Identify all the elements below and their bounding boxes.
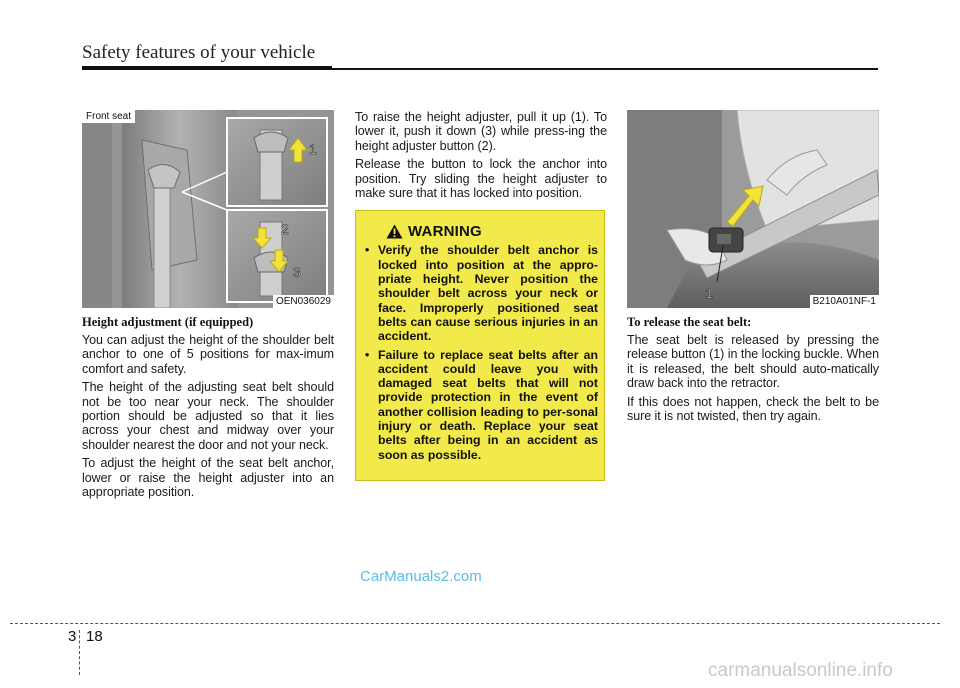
watermark-link[interactable]: CarManuals2.com	[360, 568, 482, 585]
height-adjuster-illustration	[82, 110, 334, 308]
footer-divider	[79, 630, 80, 675]
section-heading: Height adjustment (if equipped)	[82, 315, 254, 329]
warning-triangle-icon	[386, 224, 403, 239]
column-right	[627, 110, 879, 427]
warning-header	[386, 223, 598, 240]
paragraph: If this does not happen, check the belt to be sure it is not twisted, then try again.	[627, 394, 879, 424]
chapter-number: 3	[68, 628, 77, 645]
callout-1: 1	[309, 141, 317, 157]
paragraph: Release the button to lock the anchor into position. Try sliding the height adjuster to make sure that it has locked into position.	[355, 157, 607, 201]
figure-code: B210A01NF-1	[810, 295, 879, 308]
figure-height-adjuster	[82, 110, 334, 308]
paragraph: To adjust the height of the seat belt anchor, lower or raise the height adjuster into an appropriate position.	[82, 456, 334, 500]
paragraph: The height of the adjusting seat belt should not be too near your neck. The shoulder portion should be adjusted so that it lies across your chest and midway over your shoulder nearest the door and not your neck.	[82, 380, 334, 452]
page-number: 18	[86, 628, 103, 645]
warning-item: • Failure to replace seat belts after an accident could leave you with damaged seat belts that will not provide protection in the event of another collision leading to per-sonal injury or death. Replace your seat belts after being in an accident as soon as possible.	[364, 348, 598, 462]
paragraph: You can adjust the height of the shoulder belt anchor to one of 5 positions for max-imum comfort and safety.	[82, 333, 334, 376]
figure-tag: Front seat	[82, 110, 135, 123]
figure-release-buckle	[627, 110, 879, 308]
paragraph: The seat belt is released by pressing the release button (1) in the locking buckle. When it is released, the belt should auto-matically draw back into the retractor.	[627, 333, 879, 391]
section-heading: To release the seat belt:	[627, 315, 752, 329]
release-buckle-illustration	[627, 110, 879, 308]
warning-title: WARNING	[408, 223, 482, 241]
callout-2: 2	[281, 221, 289, 237]
header-rule-thin	[332, 68, 878, 70]
warning-item: • Verify the shoulder belt anchor is locked into position at the appro-priate height. Never position the shoulder belt across your neck or face. Improperly positioned seat belts can cause serious injuries in an accident.	[364, 243, 598, 343]
column-middle	[355, 110, 607, 481]
header-rule-thick	[82, 66, 332, 70]
callout-3: 3	[293, 264, 301, 280]
footer-rule	[10, 623, 940, 624]
callout-1: 1	[705, 285, 713, 301]
page-header-title: Safety features of your vehicle	[82, 42, 316, 63]
paragraph: To raise the height adjuster, pull it up (1). To lower it, push it down (3) while press-ing the height adjuster button (2).	[355, 110, 607, 153]
warning-list	[364, 243, 598, 461]
figure-code: OEN036029	[273, 295, 334, 308]
column-left	[82, 110, 334, 503]
site-watermark: carmanualsonline.info	[708, 660, 893, 681]
warning-box	[355, 210, 605, 481]
